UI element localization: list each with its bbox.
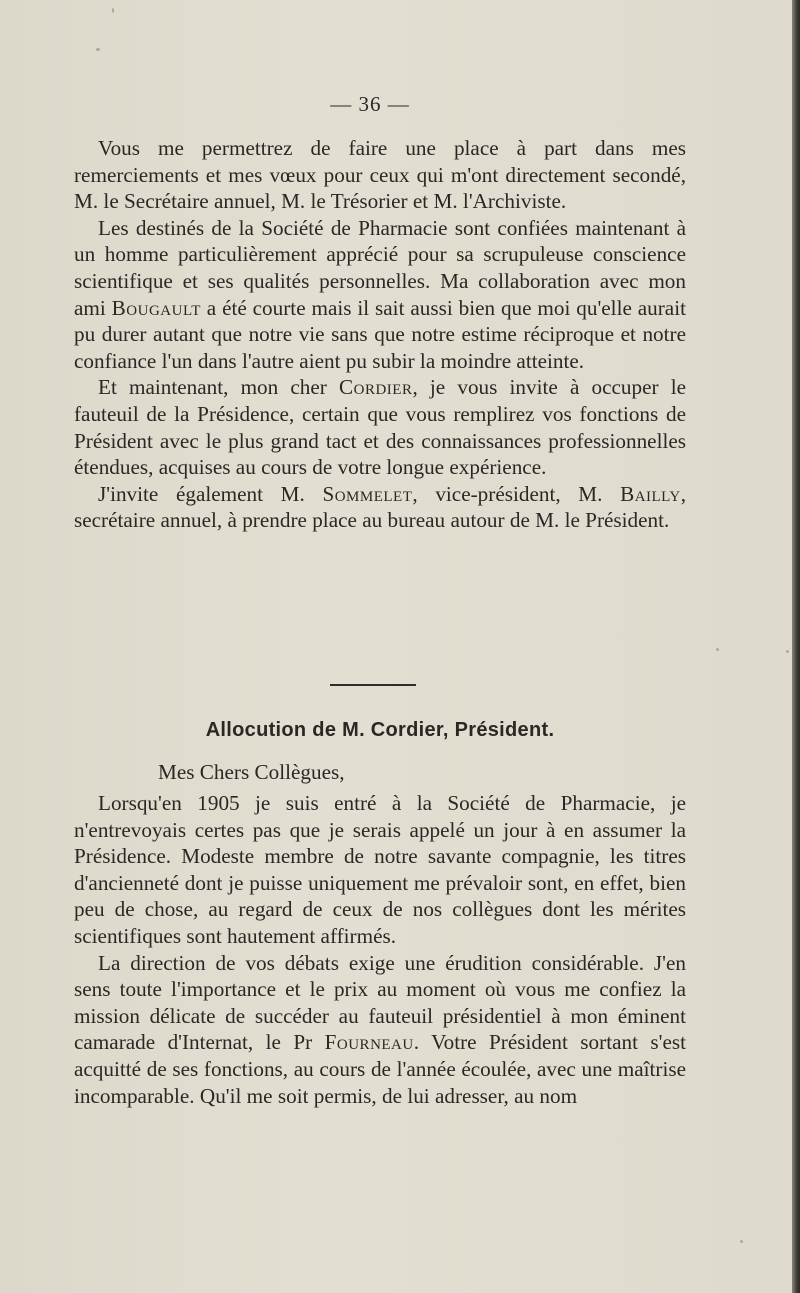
person-name: Fourneau <box>324 1030 414 1055</box>
paragraph: Et maintenant, mon cher Cordier, je vous invite à occuper le fauteuil de la Présidence, certain que vous remplirez vos fonctions de Président avec le plus grand tact et des connaissances professionnelles étendues, acquises au cours de votre longue expérience. <box>74 375 686 480</box>
section-heading: Allocution de M. Cordier, Président. <box>205 719 555 741</box>
speech-text <box>74 790 686 1109</box>
page-number: — 36 — <box>330 92 410 116</box>
paper-speck <box>96 48 100 51</box>
section-divider <box>330 684 416 686</box>
salutation: Mes Chers Collègues, <box>158 760 345 784</box>
paragraph: J'invite également M. Sommelet, vice-président, M. Bailly, secrétaire annuel, à prendre place au bureau autour de M. le Président. <box>74 481 686 533</box>
paper-speck <box>112 8 114 13</box>
person-name: Bailly <box>620 481 681 506</box>
paragraph: Vous me permettrez de faire une place à part dans mes remerciements et mes vœux pour ceux qui m'ont directement secondé, M. le Secrétaire annuel, M. le Trésorier et M. l'Archiviste. <box>74 136 686 214</box>
person-name: Bougault <box>111 295 201 320</box>
page-edge <box>792 0 800 1293</box>
paper-speck <box>716 648 719 651</box>
paragraph: Lorsqu'en 1905 je suis entré à la Société de Pharmacie, je n'entrevoyais certes pas que je serais appelé un jour à en assumer la Présidence. Modeste membre de notre savante compagnie, les titres d'ancienneté dont je puisse uniquement me prévaloir sont, en effet, bien peu de chose, au regard de ceux de nos collègues dont les mérites scientifiques sont hautement affirmés. <box>74 791 686 948</box>
person-name: Sommelet <box>322 481 413 506</box>
paper-speck <box>740 1240 743 1243</box>
paragraph: La direction de vos débats exige une érudition considérable. J'en sens toute l'importance et le prix au moment où vous me confiez la mission délicate de succéder au fauteuil présidentiel à mon éminent camarade d'Internat, le Pr Fourneau. Votre Président sortant s'est acquitté de ses fonctions, au cours de l'année écoulée, avec une maîtrise incomparable. Qu'il me soit permis, de lui adresser, au nom <box>74 950 687 1108</box>
paper-speck <box>786 650 789 653</box>
person-name: Cordier <box>339 375 413 400</box>
intro-text <box>74 135 686 534</box>
paragraph: Les destinés de la Société de Pharmacie sont confiées maintenant à un homme particulièrement apprécié pour sa scrupuleuse conscience scientifique et ses qualités personnelles. Ma collaboration avec mon ami Bougault a été courte mais il sait aussi bien que moi qu'elle aurait pu durer autant que notre vie sans que notre estime réciproque et notre confiance l'un dans l'autre aient pu subir la moindre atteinte. <box>74 215 686 373</box>
